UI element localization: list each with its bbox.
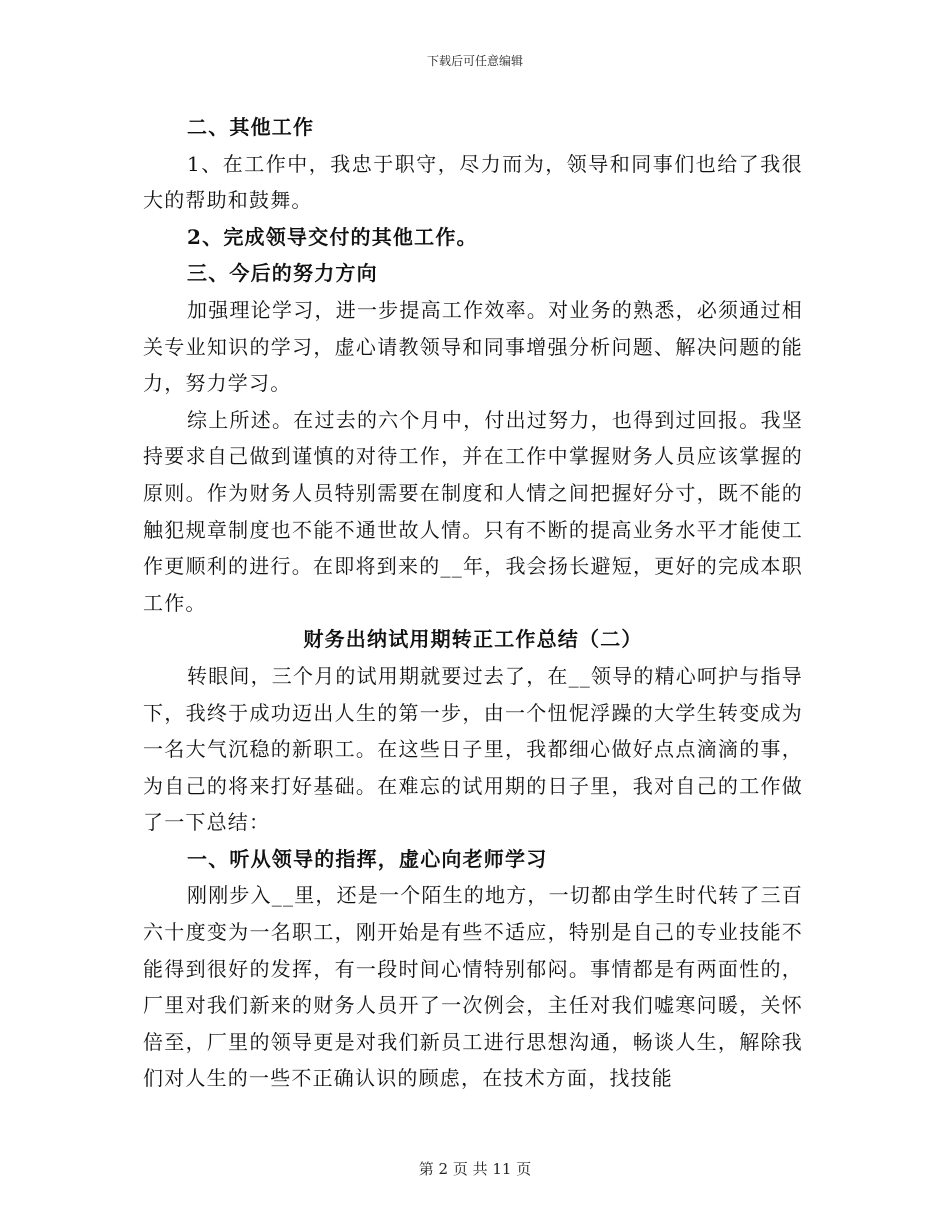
- header-note: 下载后可任意编辑: [426, 54, 523, 68]
- document-title-2: 财务出纳试用期转正工作总结（二）: [303, 627, 643, 652]
- paragraph-3: 综上所述。在过去的六个月中，付出过努力，也得到过回报。我坚持要求自己做到谨慎的对待工作，并在工作中掌握财务人员应该掌握的原则。作为财务人员特别需要在制度和人情之间把握好分寸，既不能的触犯规章制度也不能不通世故人情。只有不断的提高业务水平才能使工作更顺利的进行。在即将到来的__年，我会扬长避短，更好的完成本职工作。: [143, 407, 803, 615]
- page-number: 第 2 页 共 11 页: [418, 1160, 532, 1178]
- document-body: [143, 109, 803, 1097]
- section-heading-2: 二、其他工作: [187, 115, 315, 139]
- section-heading-1b: 一、听从领导的指挥，虚心向老师学习: [187, 846, 548, 871]
- item-heading-2: 2、完成领导交付的其他工作。: [187, 224, 478, 249]
- paragraph-5: 刚刚步入__里，还是一个陌生的地方，一切都由学生时代转了三百六十度变为一名职工，刚开始是有些不适应，特别是自己的专业技能不能得到很好的发挥，有一段时间心情特别郁闷。事情都是有两面性的，厂里对我们新来的财务人员开了一次例会，主任对我们嘘寒问暖，关怀倍至，厂里的领导更是对我们新员工进行思想沟通，畅谈人生，解除我们对人生的一些不正确认识的顾虑，在技术方面，找技能: [143, 883, 803, 1091]
- paragraph-1: 1、在工作中，我忠于职守，尽力而为，领导和同事们也给了我很大的帮助和鼓舞。: [143, 151, 803, 213]
- paragraph-2: 加强理论学习，进一步提高工作效率。对业务的熟悉，必须通过相关专业知识的学习，虚心请教领导和同事增强分析问题、解决问题的能力，努力学习。: [143, 297, 803, 396]
- paragraph-4: 转眼间，三个月的试用期就要过去了，在__领导的精心呵护与指导下，我终于成功迈出人生的第一步，由一个忸怩浮躁的大学生转变成为一名大气沉稳的新职工。在这些日子里，我都细心做好点点滴滴的事，为自己的将来打好基础。在难忘的试用期的日子里，我对自己的工作做了一下总结：: [143, 663, 803, 835]
- section-heading-3: 三、今后的努力方向: [187, 261, 378, 286]
